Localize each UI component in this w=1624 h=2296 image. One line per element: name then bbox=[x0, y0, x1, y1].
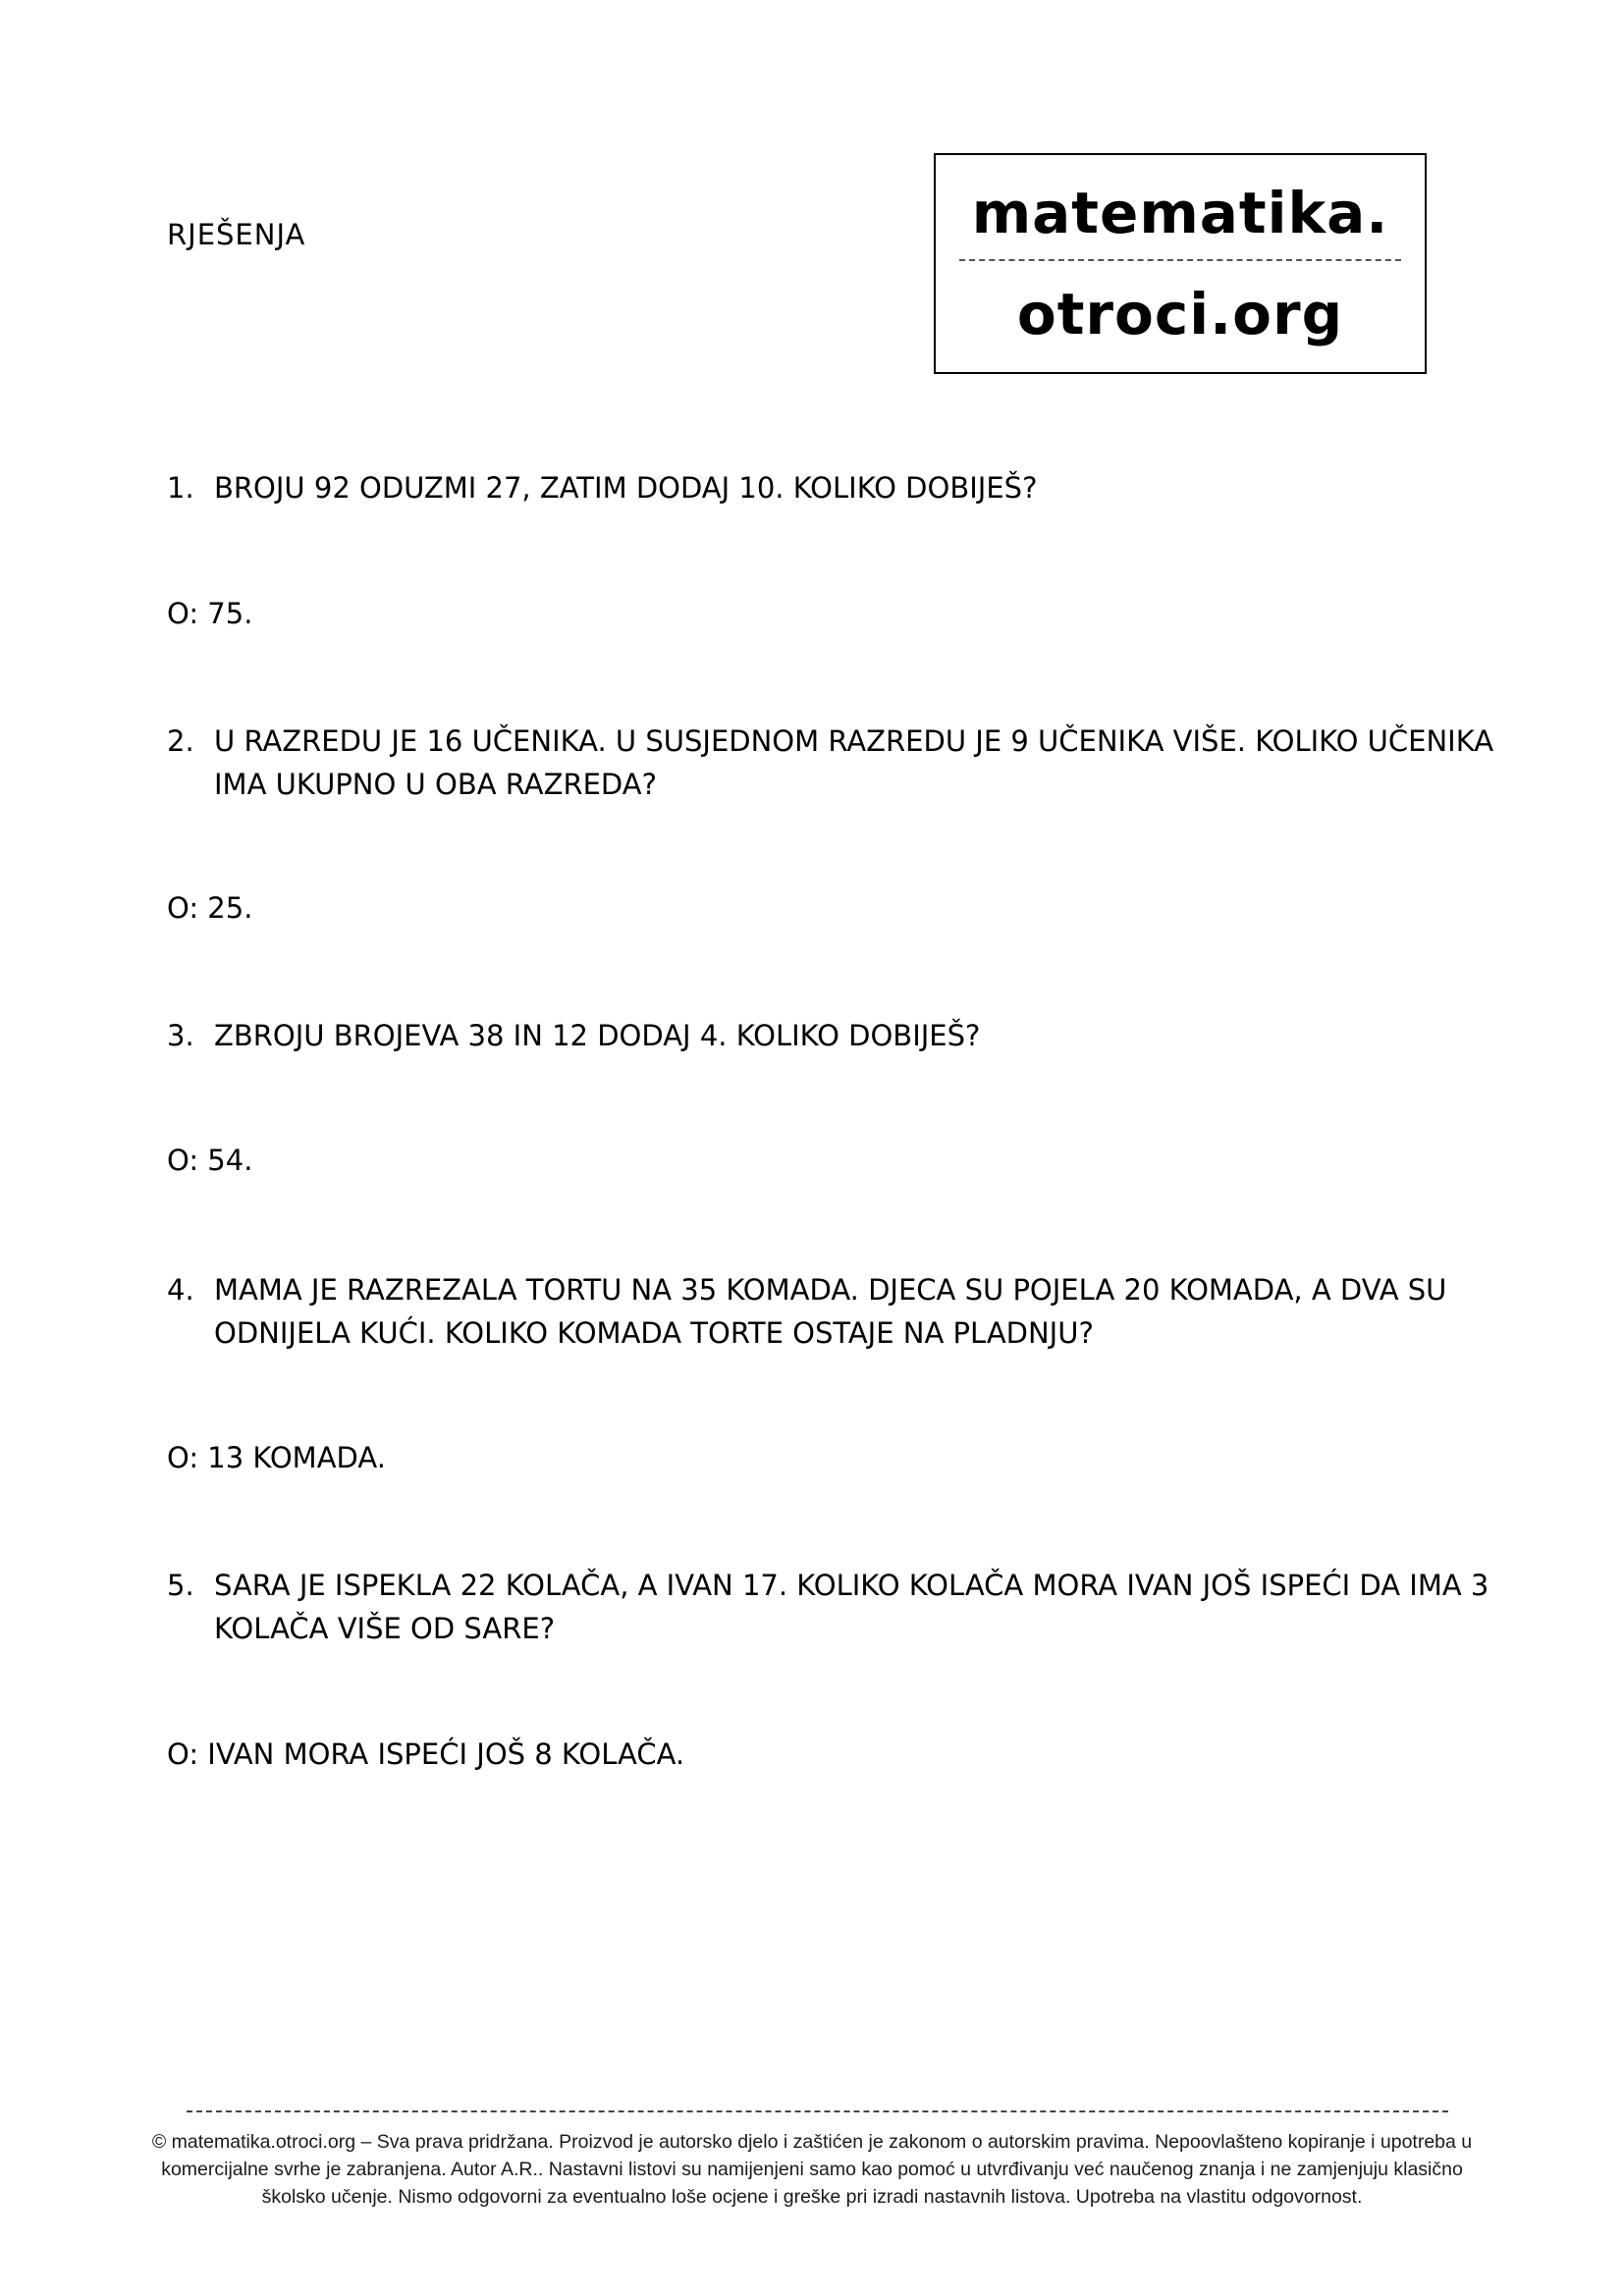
exercise-question bbox=[167, 720, 1522, 806]
copyright-notice bbox=[118, 2128, 1506, 2211]
exercise-question bbox=[167, 1268, 1522, 1355]
logo-line-2: otroci.org bbox=[1016, 281, 1344, 347]
exercise-answer: O: 75. bbox=[167, 597, 253, 630]
exercise-number: 1. bbox=[167, 471, 194, 505]
exercise-question-text: ZBROJU BROJEVA 38 IN 12 DODAJ 4. KOLIKO DOBIJEŠ? bbox=[214, 1019, 981, 1052]
exercise-question bbox=[167, 1564, 1522, 1650]
exercise-question-text: BROJU 92 ODUZMI 27, ZATIM DODAJ 10. KOLIKO DOBIJEŠ? bbox=[214, 471, 1038, 505]
exercise-question-text: U RAZREDU JE 16 UČENIKA. U SUSJEDNOM RAZREDU JE 9 UČENIKA VIŠE. KOLIKO UČENIKA IMA UKUPNO U OBA RAZREDA? bbox=[214, 724, 1494, 801]
exercise-answer: O: 54. bbox=[167, 1144, 253, 1177]
footer-divider bbox=[187, 2110, 1448, 2112]
site-logo bbox=[934, 153, 1427, 374]
exercise-question bbox=[167, 466, 1522, 509]
copyright-line: komercijalne svrhe je zabranjena. Autor A.R.. Nastavni listovi su namijenjeni samo kao pomoć u utvrđivanju već naučenog znanja i ne zamjenjuju klasično bbox=[161, 2159, 1463, 2180]
exercise-number: 5. bbox=[167, 1569, 194, 1602]
exercise-question bbox=[167, 1014, 1522, 1057]
exercise-number: 2. bbox=[167, 724, 194, 758]
exercise-number: 3. bbox=[167, 1019, 194, 1052]
exercise-question-text: MAMA JE RAZREZALA TORTU NA 35 KOMADA. DJECA SU POJELA 20 KOMADA, A DVA SU ODNIJELA KUĆI. KOLIKO KOMADA TORTE OSTAJE NA PLADNJU? bbox=[214, 1273, 1447, 1350]
exercise-answer: O: 13 KOMADA. bbox=[167, 1441, 386, 1474]
logo-divider bbox=[959, 259, 1401, 261]
logo-line-1: matematika. bbox=[971, 180, 1389, 246]
exercise-question-text: SARA JE ISPEKLA 22 KOLAČA, A IVAN 17. KOLIKO KOLAČA MORA IVAN JOŠ ISPEĆI DA IMA 3 KOLAČA VIŠE OD SARE? bbox=[214, 1569, 1489, 1645]
page-title: RJEŠENJA bbox=[167, 218, 306, 251]
copyright-line: © matematika.otroci.org – Sva prava pridržana. Proizvod je autorsko djelo i zaštićen je zakonom o autorskim pravima. Nepoovlašteno kopiranje i upotreba u bbox=[151, 2131, 1473, 2153]
copyright-line: školsko učenje. Nismo odgovorni za eventualno loše ocjene i greške pri izradi nastavnih listova. Upotreba na vlastitu odgovornost. bbox=[261, 2186, 1363, 2208]
exercise-answer: O: 25. bbox=[167, 891, 253, 925]
exercise-number: 4. bbox=[167, 1273, 194, 1307]
exercise-answer: O: IVAN MORA ISPEĆI JOŠ 8 KOLAČA. bbox=[167, 1737, 685, 1771]
